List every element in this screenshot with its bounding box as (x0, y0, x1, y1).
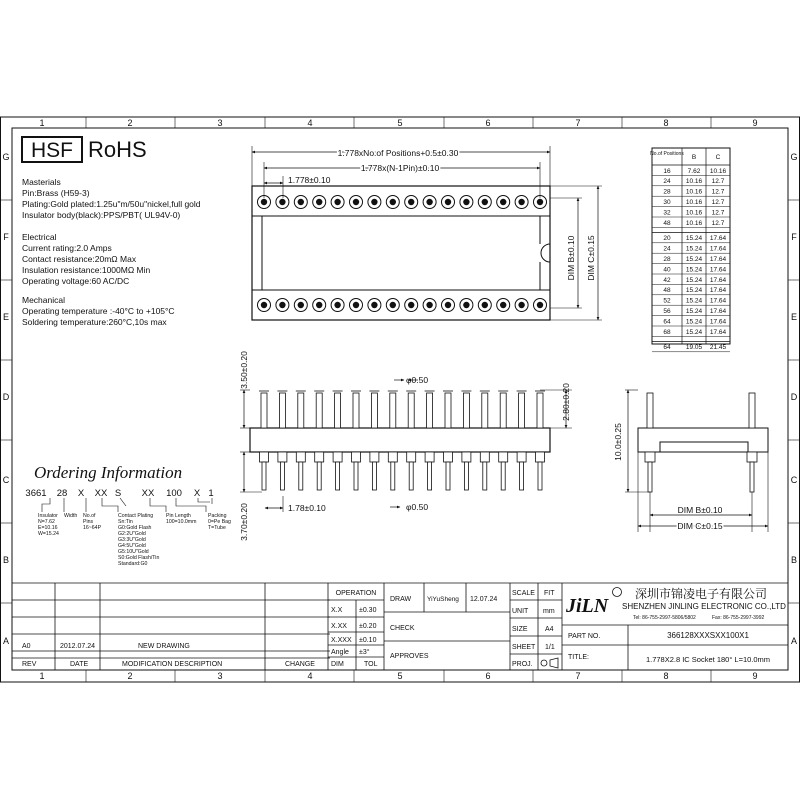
column-label: 9 (752, 671, 758, 681)
side-view (239, 351, 572, 541)
table-cell: 17.64 (709, 256, 727, 263)
table-cell: 12.7 (711, 219, 725, 227)
table-cell: 17.64 (709, 266, 727, 274)
end-cavity (660, 442, 748, 452)
registered-mark-icon (613, 588, 622, 597)
table-cell: 19.05 (685, 344, 703, 352)
table-cell: 68 (663, 328, 671, 336)
rohs-label: RoHS (88, 137, 147, 162)
table-cell: 64 (663, 318, 671, 326)
table-cell: 28 (663, 256, 671, 263)
column-label: 5 (397, 118, 403, 128)
row-labels (1, 152, 800, 646)
size-label: SIZE (512, 626, 528, 633)
check-label: CHECK (390, 625, 415, 632)
tolerance-dim: Angle (331, 649, 349, 656)
table-cell: 10.16 (685, 178, 703, 186)
dim-b-label: DIM B±0.10 (566, 235, 576, 281)
contact-top (482, 393, 488, 428)
date-header: DATE (70, 661, 89, 668)
column-label: 1 (39, 671, 45, 681)
contact-collar (536, 452, 545, 462)
ordering-code-segment: X (193, 488, 201, 499)
contact-collar (333, 452, 342, 462)
rev-description: NEW DRAWING (138, 643, 190, 650)
contact-pin-icon (518, 302, 524, 308)
ordering-information (25, 463, 231, 567)
materials-line: Insulator body(black):PPS/PBT( UL94V-0) (22, 210, 181, 220)
column-label: 4 (307, 118, 313, 128)
rev-date: 2012.07.24 (60, 643, 96, 650)
tolerance-value: ±0.10 (359, 637, 377, 644)
contact-pin-icon (279, 302, 285, 308)
ordering-code (25, 488, 213, 499)
contact-tail (299, 462, 303, 490)
overall-length-label: 1.778xNo.of Positions+0.5±0.30 (337, 148, 459, 158)
tolerance-value: ±0.30 (359, 607, 377, 614)
legend-plating: G5:10U"Gold (118, 549, 149, 555)
company-fax: Fax: 86-755-2997-3992 (712, 615, 765, 621)
row-label: C (2, 475, 10, 485)
contact-pin-icon (537, 302, 543, 308)
row-label: F (3, 232, 9, 242)
contact-pin-icon (482, 199, 488, 205)
contact-tail (409, 462, 413, 490)
part-number: 366128XXXSXX100X1 (667, 631, 749, 640)
tolerance-dim: X.XXX (331, 637, 352, 644)
approves-label: APPROVES (390, 653, 429, 660)
column-label: 3 (217, 118, 223, 128)
materials-line: Plating:Gold plated:1.25u"m/50u"nickel,full gold (22, 199, 201, 209)
electrical-line: Current rating:2.0 Amps (22, 243, 112, 253)
column-label: 8 (663, 671, 669, 681)
table-cell: 24 (663, 245, 671, 253)
contact-row-lower (258, 299, 547, 312)
contact-collar (407, 452, 416, 462)
ordering-code-segment: XX (141, 488, 155, 499)
legend-plating: Sn:Tin (118, 519, 133, 525)
contact-tail (391, 462, 395, 490)
company-name-en: SHENZHEN JINLING ELECTRONIC CO.,LTD (622, 602, 786, 611)
table-cell: 17.64 (709, 308, 727, 315)
projection-symbol (541, 658, 558, 668)
contact-tail (483, 462, 487, 490)
row-label: B (790, 555, 798, 565)
table-cell: 15.24 (685, 235, 703, 243)
table-cell: 10.16 (685, 209, 703, 217)
revision-table (22, 643, 315, 668)
table-cell: 10.16 (685, 219, 703, 227)
company-name-cn: 深圳市锦凌电子有限公司 (635, 587, 768, 601)
pitch-total-label: 1.778x(N-1Pin)±0.10 (360, 163, 440, 173)
approvals-block (390, 596, 497, 660)
electrical-line: Contact resistance:20mΩ Max (22, 254, 137, 264)
draw-label: DRAW (390, 596, 412, 603)
table-cell: 48 (663, 287, 671, 295)
contact-collar (462, 452, 471, 462)
tail-length-label: 3.70±0.20 (239, 503, 249, 541)
table-cell: 16 (663, 167, 671, 175)
contact-pin-icon (316, 199, 322, 205)
scale-label: SCALE (512, 590, 535, 597)
column-label: 3 (217, 671, 223, 681)
contact-tail (354, 462, 358, 490)
contact-tail (336, 462, 340, 490)
top-view (252, 146, 602, 320)
tol-footer: TOL (364, 661, 378, 668)
contact-top (519, 393, 525, 428)
row-label: G (790, 152, 798, 162)
column-label: 2 (127, 671, 133, 681)
ordering-code-segment: XX (94, 488, 108, 499)
positions-table (650, 148, 730, 352)
ordering-code-segment: X (77, 488, 85, 499)
legend-width: Width (64, 513, 78, 519)
row-label: D (790, 392, 798, 402)
end-contact-tail (750, 462, 754, 492)
table-cell: 32 (663, 209, 671, 217)
company-logo: JiLN (566, 595, 609, 617)
legend-plating: S0:Gold Flash/Tin (118, 555, 160, 561)
end-contact-top (647, 393, 653, 428)
table-cell: 10.16 (709, 167, 727, 175)
contact-pin-icon (353, 199, 359, 205)
contact-tail (372, 462, 376, 490)
table-header: C (715, 154, 721, 161)
contact-tail (501, 462, 505, 490)
contact-pin-icon (500, 199, 506, 205)
contact-top (463, 393, 469, 428)
row-label: F (791, 232, 797, 242)
contact-pin-icon (298, 199, 304, 205)
contact-pin-icon (426, 199, 432, 205)
contact-collar (315, 452, 324, 462)
contact-pin-icon (482, 302, 488, 308)
ordering-code-segment: 1 (208, 488, 214, 499)
contact-top (500, 393, 506, 428)
ordering-code-segment: 3661 (25, 488, 47, 499)
contact-top (427, 393, 433, 428)
end-contact-top (749, 393, 755, 428)
end-contact-collar (645, 452, 655, 462)
contact-pin-icon (334, 199, 340, 205)
table-cell: 15.24 (685, 287, 703, 295)
contact-pin-icon (537, 199, 543, 205)
draw-date: 12.07.24 (470, 596, 498, 603)
contact-tail (446, 462, 450, 490)
socket-body-side (250, 428, 550, 452)
contact-pin-icon (408, 302, 414, 308)
dim-c-label: DIM C±0.15 (586, 235, 596, 281)
column-label: 5 (397, 671, 403, 681)
row-label: C (790, 475, 798, 485)
table-cell: 17.64 (709, 245, 727, 253)
legend-insulator: W=15.24 (38, 531, 59, 537)
ordering-code-segment: 100 (166, 488, 182, 499)
top-pin-height-label: 3.50±0.20 (239, 351, 249, 389)
legend-insulator: E=10.16 (38, 525, 58, 531)
legend-insulator: N=7.62 (38, 519, 55, 525)
table-cell: 15.24 (685, 318, 703, 326)
column-label: 2 (127, 118, 133, 128)
contact-pin-icon (316, 302, 322, 308)
legend-pin-length: 100=10.0mm (166, 519, 197, 525)
mechanical-title: Mechanical (22, 295, 65, 305)
column-label: 9 (752, 118, 758, 128)
drawing-title: 1.778X2.8 IC Socket 180° L=10.0mm (645, 655, 771, 664)
legend-pins: No.of (83, 513, 96, 519)
size-value: A4 (545, 626, 554, 633)
contact-collar (480, 452, 489, 462)
table-cell: 12.7 (711, 209, 725, 217)
table-cell: 30 (663, 199, 671, 206)
contact-pin-icon (500, 302, 506, 308)
side-pins (259, 391, 545, 490)
company-tel: Tel: 86-755-2997-5806/5802 (633, 615, 696, 621)
drawer-name: YiYuSheng (427, 596, 459, 603)
contact-collar (517, 452, 526, 462)
contact-top (279, 393, 285, 428)
dim-footer: DIM (331, 661, 344, 668)
sheet-info (512, 590, 555, 668)
table-cell: 15.24 (685, 276, 703, 284)
end-contact-tail (648, 462, 652, 492)
column-label: 6 (485, 671, 491, 681)
table-cell: 64 (663, 344, 671, 352)
contact-top (316, 393, 322, 428)
column-label: 8 (663, 118, 669, 128)
table-cell: 17.64 (709, 318, 727, 326)
electrical-line: Operating voltage:60 AC/DC (22, 276, 130, 286)
table-cell: 15.24 (685, 245, 703, 253)
contact-top (537, 393, 543, 428)
contact-collar (370, 452, 379, 462)
table-cell: 17.64 (709, 235, 727, 243)
contact-collar (499, 452, 508, 462)
contact-pin-icon (518, 199, 524, 205)
legend-plating: G0:Gold Flash (118, 525, 152, 531)
end-dim-c-label: DIM C±0.15 (677, 521, 723, 531)
contact-top (335, 393, 341, 428)
legend-plating: G3:3U"Gold (118, 537, 146, 543)
contact-pin-icon (261, 199, 267, 205)
contact-collar (296, 452, 305, 462)
table-cell: 15.24 (685, 266, 703, 274)
column-label: 7 (575, 118, 581, 128)
pin-diameter-top-label: φ0.50 (406, 375, 429, 385)
contact-row-upper (258, 196, 547, 209)
sheet-value: 1/1 (545, 644, 555, 651)
contact-top (390, 393, 396, 428)
pitch-bottom-label: 1.78±0.10 (288, 503, 326, 513)
contact-pin-icon (353, 302, 359, 308)
contact-pin-icon (298, 302, 304, 308)
pitch-label: 1.778±0.10 (288, 175, 331, 185)
table-cell: 48 (663, 219, 671, 227)
table-cell: 17.64 (709, 328, 727, 336)
ordering-code-segment: S (114, 488, 122, 499)
ordering-title: Ordering Information (34, 463, 183, 482)
table-cell: 17.64 (709, 287, 727, 295)
contact-tail (262, 462, 266, 490)
legend-packing: 0=Pe Bag (208, 519, 231, 525)
contact-collar (352, 452, 361, 462)
contact-pin-icon (371, 199, 377, 205)
contact-collar (278, 452, 287, 462)
contact-pin-icon (390, 302, 396, 308)
tolerance-value: ±3° (359, 649, 370, 656)
mechanical-line: Soldering temperature:260°C,10s max (22, 317, 167, 327)
table-cell: 21.45 (709, 344, 727, 352)
table-cell: 12.7 (711, 199, 725, 206)
mechanical-line: Operating temperature :-40°C to +105°C (22, 306, 175, 316)
end-contact-collar (747, 452, 757, 462)
tolerance-dim: X.X (331, 607, 343, 614)
column-label: 1 (39, 118, 45, 128)
specs-block (22, 177, 201, 327)
hsf-label: HSF (31, 139, 73, 162)
row-label: E (790, 312, 798, 322)
table-cell: 12.7 (711, 188, 725, 196)
column-label: 7 (575, 671, 581, 681)
contact-top (445, 393, 451, 428)
table-header: No.of Positions (650, 151, 684, 157)
contact-top (371, 393, 377, 428)
pin-diameter-bottom-label: φ0.50 (406, 502, 429, 512)
sheet-label: SHEET (512, 644, 536, 651)
legend-pins: Pins (83, 519, 94, 525)
materials-line: Pin:Brass (H59-3) (22, 188, 90, 198)
contact-tail (280, 462, 284, 490)
contact-collar (388, 452, 397, 462)
legend-pins: 16~64P (83, 525, 102, 531)
contact-tail (538, 462, 542, 490)
table-cell: 12.7 (711, 178, 725, 186)
projection-label: PROJ. (512, 661, 533, 668)
row-label: B (2, 555, 10, 565)
title-label: TITLE: (568, 654, 590, 661)
contact-top (261, 393, 267, 428)
legend-plating: Contact Plating (118, 513, 154, 519)
column-label: 6 (485, 118, 491, 128)
row-label: A (2, 636, 10, 646)
row-label: E (2, 312, 10, 322)
table-cell: 15.24 (685, 297, 703, 305)
contact-top (408, 393, 414, 428)
contact-pin-icon (463, 199, 469, 205)
tolerance-table (331, 590, 378, 668)
legend-packing: T=Tube (208, 525, 226, 531)
end-dim-b-label: DIM B±0.10 (677, 505, 723, 515)
table-cell: 15.24 (685, 256, 703, 263)
contact-pin-icon (445, 199, 451, 205)
contact-collar (444, 452, 453, 462)
legend-plating: G4:5U"Gold (118, 543, 146, 549)
contact-tail (317, 462, 321, 490)
table-cell: 10.16 (685, 188, 703, 196)
table-cell: 7.62 (687, 167, 701, 175)
table-cell: 15.24 (685, 328, 703, 336)
table-cell: 56 (663, 308, 671, 315)
scale-value: FIT (544, 590, 555, 597)
electrical-line: Insulation resistance:1000MΩ Min (22, 265, 151, 275)
polarity-notch (541, 244, 550, 262)
rev-header: REV (22, 661, 37, 668)
table-header: B (691, 154, 697, 161)
electrical-title: Electrical (22, 232, 57, 242)
tolerance-dim: X.XX (331, 623, 347, 630)
contact-pin-icon (445, 302, 451, 308)
unit-value: mm (543, 608, 555, 615)
tolerance-value: ±0.20 (359, 623, 377, 630)
table-cell: 17.64 (709, 276, 727, 284)
rev-value: A0 (22, 643, 31, 650)
contact-collar (260, 452, 269, 462)
contact-tail (520, 462, 524, 490)
legend-insulator: Insulator (38, 513, 58, 519)
ordering-code-segment: 28 (56, 488, 68, 499)
description-header: MODIFICATION DESCRIPTION (122, 661, 223, 668)
contact-pin-icon (279, 199, 285, 205)
part-no-label: PART NO. (568, 633, 601, 640)
legend-packing: Packing (208, 513, 227, 519)
contact-tail (464, 462, 468, 490)
legend-plating: Standard:G0 (118, 561, 148, 567)
row-label: A (790, 636, 798, 646)
legend-pin-length: Pin Length (166, 513, 191, 519)
materials-title: Masterials (22, 177, 61, 187)
table-cell: 42 (663, 276, 671, 284)
table-cell: 24 (663, 178, 671, 186)
legend-plating: G2:2U"Gold (118, 531, 146, 537)
unit-label: UNIT (512, 608, 529, 615)
contact-top (353, 393, 359, 428)
table-cell: 20 (663, 235, 671, 243)
table-cell: 40 (663, 266, 671, 274)
contact-pin-icon (261, 302, 267, 308)
contact-top (298, 393, 304, 428)
contact-pin-icon (334, 302, 340, 308)
contact-pin-icon (463, 302, 469, 308)
contact-collar (425, 452, 434, 462)
right-height-label: 2.80±0.20 (561, 383, 571, 421)
row-label: D (2, 392, 10, 402)
contact-pin-icon (408, 199, 414, 205)
contact-pin-icon (390, 199, 396, 205)
contact-pin-icon (371, 302, 377, 308)
table-cell: 52 (663, 297, 671, 305)
table-cell: 15.24 (685, 308, 703, 315)
contact-tail (428, 462, 432, 490)
contact-pin-icon (426, 302, 432, 308)
table-cell: 28 (663, 188, 671, 196)
table-cell: 17.64 (709, 297, 727, 305)
column-label: 4 (307, 671, 313, 681)
operation-header: OPERATION (335, 590, 377, 597)
table-cell: 10.16 (685, 199, 703, 206)
row-label: G (2, 152, 10, 162)
change-header: CHANGE (285, 661, 315, 668)
end-height-label: 10.0±0.25 (613, 423, 623, 461)
